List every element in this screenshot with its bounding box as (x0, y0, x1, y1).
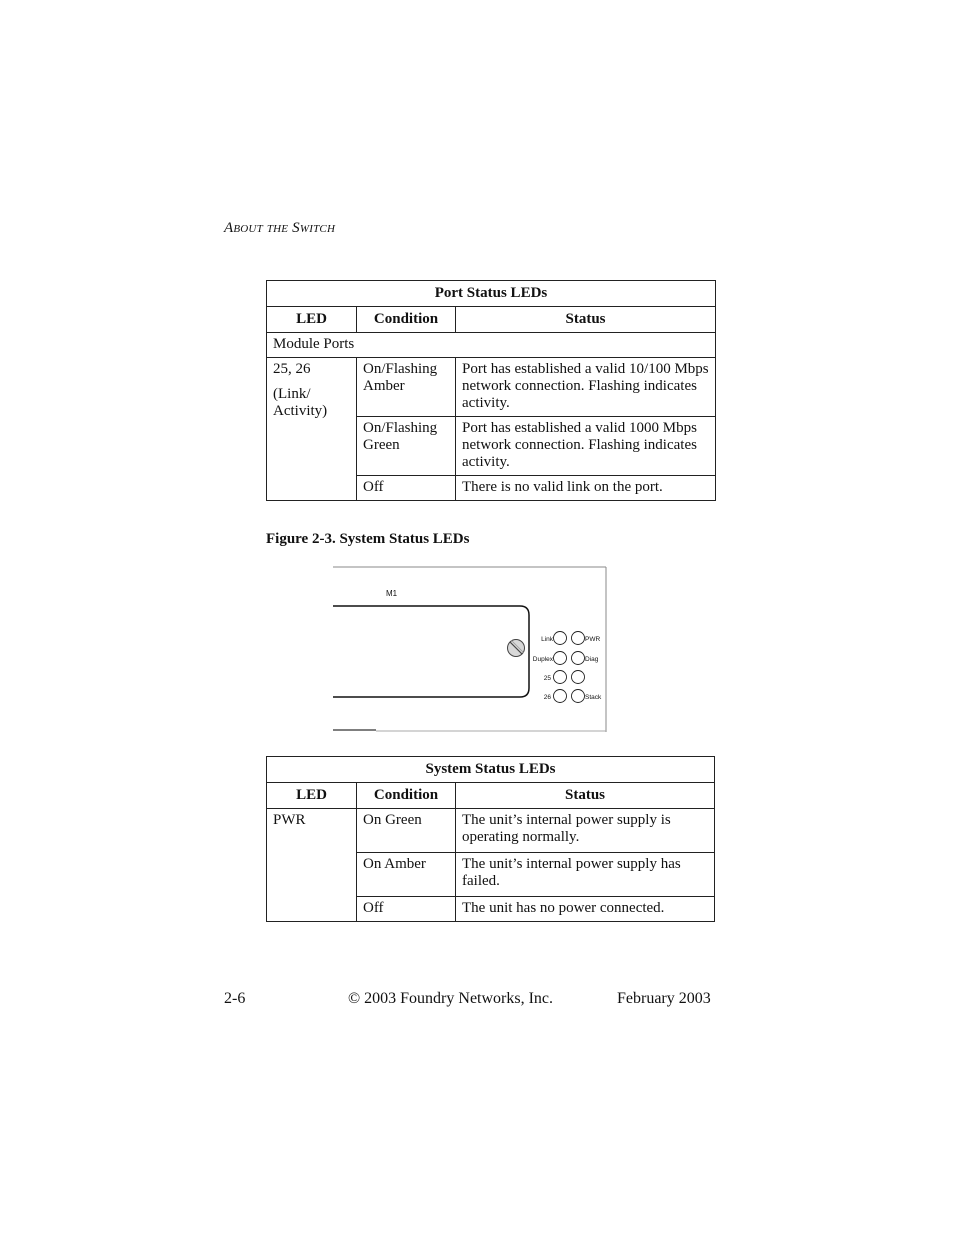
screw-icon (508, 640, 525, 657)
condition-cell: On Green (357, 809, 456, 853)
module-slot-outline (333, 606, 529, 697)
running-header: About the Switch (224, 220, 336, 236)
column-header-status: Status (456, 783, 715, 809)
led-unlabeled-indicator (572, 671, 585, 684)
condition-cell: Off (357, 476, 456, 501)
group-label: Module Ports (267, 333, 716, 358)
condition-cell: Off (357, 897, 456, 922)
figure-frame (333, 567, 606, 732)
led-subname: (Link/ Activity) (273, 386, 328, 419)
led-25-indicator (554, 671, 567, 684)
led-cell (267, 358, 357, 501)
table-title: System Status LEDs (267, 757, 715, 783)
led-pwr-indicator (572, 632, 585, 645)
system-status-leds-figure (330, 566, 610, 736)
led-duplex-indicator (554, 652, 567, 665)
led-name: 25, 26 (273, 361, 311, 377)
column-header-condition: Condition (357, 783, 456, 809)
condition-cell: On/Flashing Green (357, 417, 456, 476)
condition-cell: On Amber (357, 853, 456, 897)
led-label-25: 25 (543, 675, 551, 682)
column-header-condition: Condition (357, 307, 456, 333)
status-cell: Port has established a valid 1000 Mbps network connection. Flashing indicates activity. (456, 417, 716, 476)
led-label-pwr: PWR (585, 636, 601, 643)
led-label-duplex: Duplex (532, 656, 553, 663)
condition-cell: On/Flashing Amber (357, 358, 456, 417)
page-number: 2-6 (224, 990, 246, 1007)
led-diag-indicator (572, 652, 585, 665)
publication-date: February 2003 (617, 990, 711, 1007)
port-status-leds-table (266, 280, 716, 501)
status-cell: There is no valid link on the port. (456, 476, 716, 501)
column-header-status: Status (456, 307, 716, 333)
table-title: Port Status LEDs (267, 281, 716, 307)
led-26-indicator (554, 690, 567, 703)
status-cell: The unit’s internal power supply is operating normally. (456, 809, 715, 853)
led-label-26: 26 (543, 694, 551, 701)
copyright-notice: © 2003 Foundry Networks, Inc. (348, 990, 554, 1007)
led-label-diag: Diag (585, 656, 599, 663)
status-cell: The unit’s internal power supply has failed. (456, 853, 715, 897)
column-header-led: LED (267, 783, 357, 809)
led-link-indicator (554, 632, 567, 645)
table-row (267, 809, 715, 853)
column-header-led: LED (267, 307, 357, 333)
led-stack-indicator (572, 690, 585, 703)
status-cell: Port has established a valid 10/100 Mbps network connection. Flashing indicates activity. (456, 358, 716, 417)
led-label-link: Link (541, 636, 553, 643)
table-row (267, 358, 716, 417)
module-label: M1 (386, 589, 398, 598)
led-label-stack: Stack (585, 694, 602, 701)
led-cell: PWR (267, 809, 357, 922)
figure-caption: Figure 2-3. System Status LEDs (266, 531, 470, 547)
status-cell: The unit has no power connected. (456, 897, 715, 922)
system-status-leds-table (266, 756, 715, 922)
